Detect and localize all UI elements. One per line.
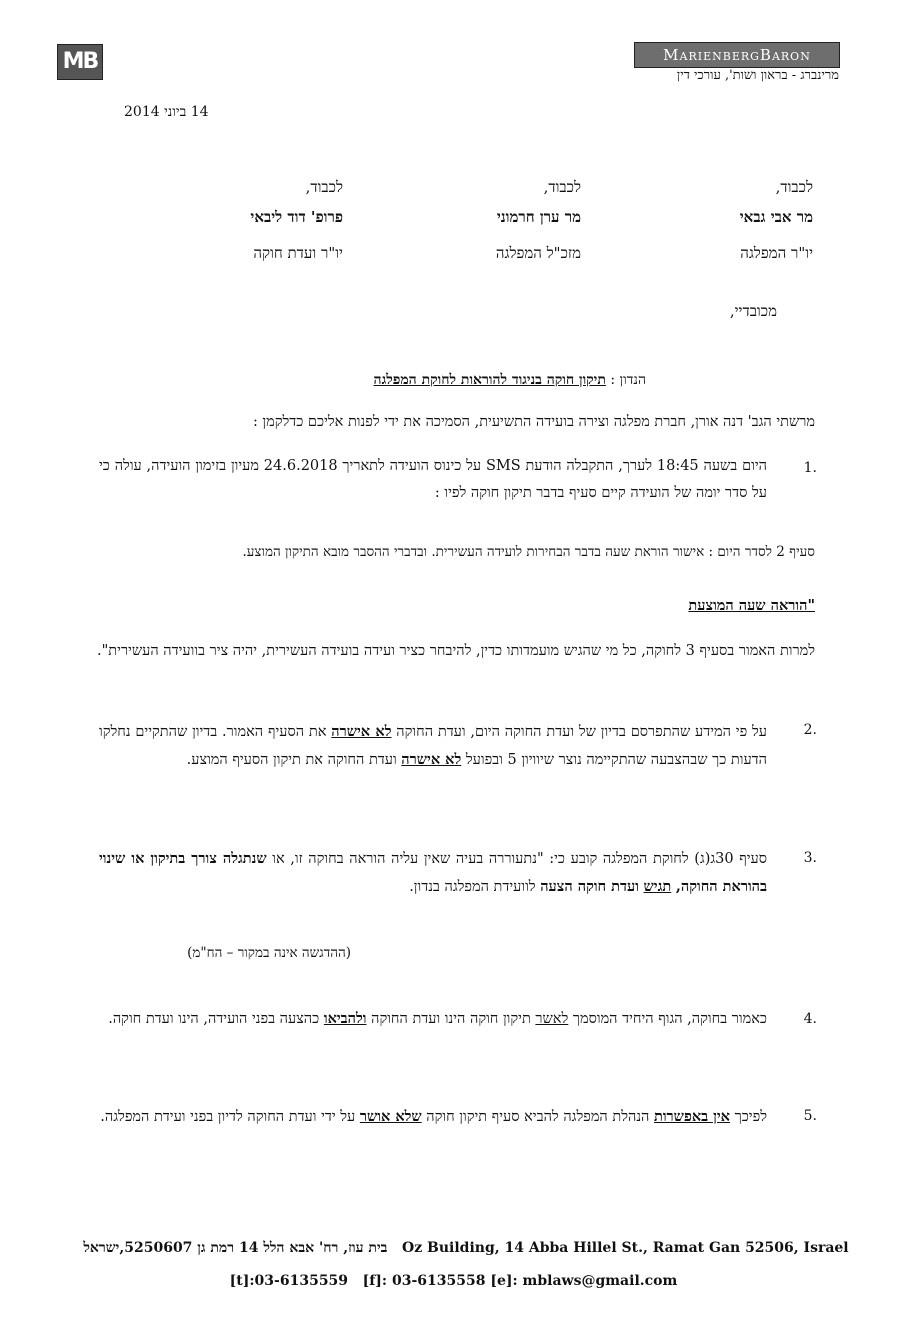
item-number: 2. xyxy=(803,722,817,738)
subject-label: הנדון : xyxy=(610,372,646,388)
provision-heading: "הוראה שעה המוצעת xyxy=(688,597,815,614)
addressee-salutation: לכבוד, xyxy=(305,178,343,196)
item-number: 3. xyxy=(803,850,817,866)
intro-paragraph: מרשתי הגב' דנה אורן, חברת מפלגה וצירה בועידה התשיעית, הסמיכה את ידי לפנות אליכם כדלקמן : xyxy=(252,414,815,430)
provision-text: למרות האמור בסעיף 3 לחוקה, כל מי שהגיש מועמדותו כדין, להיבחר כציר ועידה בועידה העשירית, יהיה ציר בוועידה העשירית". xyxy=(97,643,815,659)
text-run: כהצעה בפני הועידה, הינו ועדת חוקה. xyxy=(108,1011,324,1027)
addressee-salutation: לכבוד, xyxy=(543,178,581,196)
text-run: לוועידת המפלגה בנדון. xyxy=(409,879,541,895)
item-number: 1. xyxy=(803,460,817,476)
footer-address xyxy=(60,1240,872,1257)
addressee-2 xyxy=(496,178,581,263)
emphasis-run: שלא אושר xyxy=(359,1108,422,1125)
emphasis-run: ועדת חוקה הצעה xyxy=(540,878,639,895)
addressee-name: פרופ' דוד ליבאי xyxy=(250,208,343,226)
emphasis-run: לא אישרה xyxy=(331,723,392,740)
text-run: הנהלת המפלגה להביא סעיף תיקון חוקה xyxy=(421,1109,654,1125)
footer-address-english: Oz Building, 14 Abba Hillel St., Ramat Gan 52506, Israel xyxy=(402,1240,849,1256)
mb-logo: MB xyxy=(57,44,103,80)
item-4-text xyxy=(99,1005,767,1033)
text-run: סעיף 30ג(ג) לחוקת המפלגה קובע כי: "נתעוררה בעיה שאין עליה הוראה בחוקה זו, או xyxy=(266,851,767,867)
footer-contacts: [t]:03-6135559 [f]: 03-6135558 [e]: mblaws@gmail.com xyxy=(229,1273,678,1289)
item-5-text xyxy=(99,1103,767,1131)
subject-line xyxy=(374,372,646,389)
text-run: כאמור בחוקה, הגוף היחיד המוסמך xyxy=(568,1011,767,1027)
addressee-role: יו"ר המפלגה xyxy=(740,244,813,262)
item-1-text: היום בשעה 18:45 לערך, התקבלה הודעת SMS על כינוס הועידה לתאריך 24.6.2018 מעיון בזימון הועידה, עולה כי על סדר יומה של הועידה קיים סעיף בדבר תיקון חוקה לפיו : xyxy=(99,458,767,501)
emphasis-run: תגיש xyxy=(643,878,672,895)
firm-subtitle: מרינברג - בראון ושות', עורכי דין xyxy=(676,68,839,83)
text-run: ועדת החוקה את תיקון הסעיף המוצע. xyxy=(186,752,402,768)
item-3-text xyxy=(99,845,767,901)
item-2-text xyxy=(99,718,767,774)
addressee-role: יו"ר ועדת חוקה xyxy=(253,244,343,262)
addressee-name: מר ערן חרמוני xyxy=(496,208,581,226)
text-run: תיקון חוקה הינו ועדת החוקה xyxy=(366,1011,536,1027)
subject-topic: תיקון חוקה בניגוד להוראות לחוקת המפלגה xyxy=(373,372,606,388)
footer-address-hebrew: בית עוז, רח' אבא הלל 14 רמת גן 5250607,ישראל xyxy=(83,1240,388,1256)
addressee-role: מזכ"ל המפלגה xyxy=(495,244,581,262)
addressee-name: מר אבי גבאי xyxy=(739,208,813,226)
emphasis-run: אין באפשרות xyxy=(654,1108,730,1125)
emphasis-run: ולהביאו xyxy=(323,1010,367,1027)
item-number: 4. xyxy=(803,1011,817,1027)
firm-logo-banner: MarienbergBaron xyxy=(634,42,840,68)
greeting: מכובדיי, xyxy=(729,302,777,320)
addressee-salutation: לכבוד, xyxy=(775,178,813,196)
addressee-1 xyxy=(740,178,813,263)
letter-date: 14 ביוני 2014 xyxy=(124,104,209,120)
text-run: את הסעיף האמור. בדיון שהתקיים נחלקו הדעות כך שבהצבעה שהתקיימה נוצר שיוויון 5 ובפועל xyxy=(99,724,767,768)
item-number: 5. xyxy=(803,1108,817,1124)
addressee-3 xyxy=(250,178,343,263)
emphasis-run: לא אישרה xyxy=(401,751,462,768)
emphasis-run: שנתגלה צורך בתיקון או שינוי בהוראת החוקה, xyxy=(99,850,767,895)
emphasis-run: לאשר xyxy=(535,1011,569,1027)
agenda-line: סעיף 2 לסדר היום : אישור הוראת שעה בדבר הבחירות לועידה העשירית. ובדברי ההסבר מובא התיקון המוצע. xyxy=(242,544,815,560)
emphasis-note: (ההדגשה אינה במקור – הח"מ) xyxy=(187,945,351,961)
text-run: לפיכך xyxy=(729,1109,767,1125)
text-run: על ידי ועדת החוקה לדיון בפני ועידת המפלגה. xyxy=(100,1109,360,1125)
text-run: על פי המידע שהתפרסם בדיון של ועדת החוקה היום, ועדת החוקה xyxy=(391,724,767,740)
